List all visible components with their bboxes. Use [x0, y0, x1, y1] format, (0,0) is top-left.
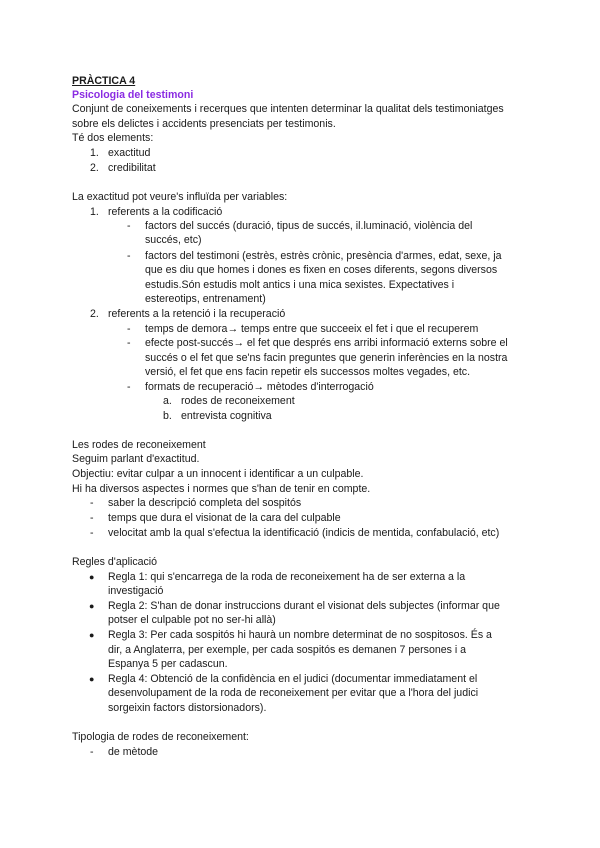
- regla-4-cont: desenvolupament de la roda de reconeixement per evitar que a l'hora del judici: [108, 687, 479, 699]
- letter-marker-a: a.: [163, 395, 172, 407]
- exactitud-item-2-sub-2: efecte post-succés→ el fet que després ens arribi informació externs sobre el: [145, 337, 508, 349]
- regla-4-cont: sorgeixin factors distorsionadors).: [108, 702, 267, 714]
- rodes-line-1: Seguim parlant d'exactitud.: [72, 453, 200, 465]
- rodes-aspect-3: velocitat amb la qual s'efectua la identificació (indicis de mentida, confabulació, etc): [108, 527, 500, 539]
- regles-heading: Regles d'aplicació: [72, 556, 158, 568]
- regla-1: Regla 1: qui s'encarrega de la roda de reconeixement ha de ser externa a la: [108, 571, 466, 583]
- page-subtitle: Psicologia del testimoni: [72, 89, 194, 101]
- exactitud-item-1: referents a la codificació: [108, 206, 223, 218]
- intro-line-2: sobre els delictes i accidents presenciats per testimonis.: [72, 118, 336, 130]
- intro-line-3: Té dos elements:: [72, 132, 154, 144]
- exactitud-item-2-sub-2-cont: versió, el fet que ens facin repetir els successos moltes vegades, etc.: [145, 366, 471, 378]
- regla-1-cont: investigació: [108, 585, 164, 597]
- rodes-aspect-2: temps que dura el visionat de la cara del culpable: [108, 512, 341, 524]
- element-exactitud: exactitud: [108, 147, 151, 159]
- exactitud-item-1-sub-1-cont: succés, etc): [145, 234, 202, 246]
- dash-marker: -: [127, 323, 131, 335]
- regla-3: Regla 3: Per cada sospitós hi haurà un nombre determinat de no sospitosos. És a: [108, 629, 492, 641]
- dash-marker: -: [127, 250, 131, 262]
- bullet-marker: ●: [89, 674, 95, 684]
- exactitud-item-2-sub-3: formats de recuperació→ mètodes d'interrogació: [145, 381, 374, 393]
- exactitud-item-2-sub-2-cont: succés o el fet que se'ns facin preguntes que generin inferències en la nostra: [145, 352, 508, 364]
- tipologia-item-1: de mètode: [108, 746, 159, 758]
- rodes-heading: Les rodes de reconeixement: [72, 439, 206, 451]
- dash-marker: -: [90, 527, 94, 539]
- format-entrevista: entrevista cognitiva: [181, 410, 272, 422]
- rodes-line-2: Objectiu: evitar culpar a un innocent i identificar a un culpable.: [72, 468, 364, 480]
- tipologia-heading: Tipologia de rodes de reconeixement:: [72, 731, 249, 743]
- element-credibilitat: credibilitat: [108, 162, 156, 174]
- regla-3-cont: Espanya 5 per cadascun.: [108, 658, 228, 670]
- dash-marker: -: [127, 337, 131, 349]
- rodes-aspect-1: saber la descripció completa del sospitós: [108, 497, 302, 509]
- list-number-1: 1.: [90, 147, 99, 159]
- page-title: PRÀCTICA 4: [72, 75, 136, 87]
- regla-4: Regla 4: Obtenció de la confidència en el judici (documentar immediatament el: [108, 673, 478, 685]
- exactitud-item-1-sub-2-cont: estereotips, entrenament): [145, 293, 266, 305]
- rodes-line-3: Hi ha diversos aspectes i normes que s'han de tenir en compte.: [72, 483, 371, 495]
- list-number-1: 1.: [90, 206, 99, 218]
- exactitud-item-2: referents a la retenció i la recuperació: [108, 308, 286, 320]
- intro-line-1: Conjunt de coneixements i recerques que intenten determinar la qualitat dels testimoniatges: [72, 103, 504, 115]
- list-number-2: 2.: [90, 162, 99, 174]
- exactitud-item-1-sub-2-cont: que es diu que homes i dones es fixen en coses diferents, segons diversos: [145, 264, 498, 276]
- format-rodes: rodes de reconeixement: [181, 395, 295, 407]
- exactitud-item-1-sub-2: factors del testimoni (estrès, estrès crònic, presència d'armes, edat, sexe, ja: [145, 250, 502, 262]
- letter-marker-b: b.: [163, 410, 172, 422]
- exactitud-item-1-sub-1: factors del succés (duració, tipus de succés, il.luminació, violència del: [145, 220, 473, 232]
- exactitud-heading: La exactitud pot veure's influïda per variables:: [72, 191, 288, 203]
- regla-2-cont: potser el culpable pot no ser-hi allà): [108, 614, 276, 626]
- list-number-2: 2.: [90, 308, 99, 320]
- regla-2: Regla 2: S'han de donar instruccions durant el visionat dels subjectes (informar que: [108, 600, 500, 612]
- dash-marker: -: [127, 381, 131, 393]
- dash-marker: -: [90, 512, 94, 524]
- regla-3-cont: dir, a Anglaterra, per exemple, per cada sospitós es demanen 7 persones i a: [108, 644, 467, 656]
- exactitud-item-2-sub-1: temps de demora→ temps entre que succeeix el fet i que el recuperem: [145, 323, 479, 335]
- dash-marker: -: [90, 746, 94, 758]
- bullet-marker: ●: [89, 572, 95, 582]
- exactitud-item-1-sub-2-cont: estudis.Són estudis molt antics i una mica sexistes. Expectatives i: [145, 279, 455, 291]
- dash-marker: -: [127, 220, 131, 232]
- dash-marker: -: [90, 497, 94, 509]
- bullet-marker: ●: [89, 601, 95, 611]
- bullet-marker: ●: [89, 630, 95, 640]
